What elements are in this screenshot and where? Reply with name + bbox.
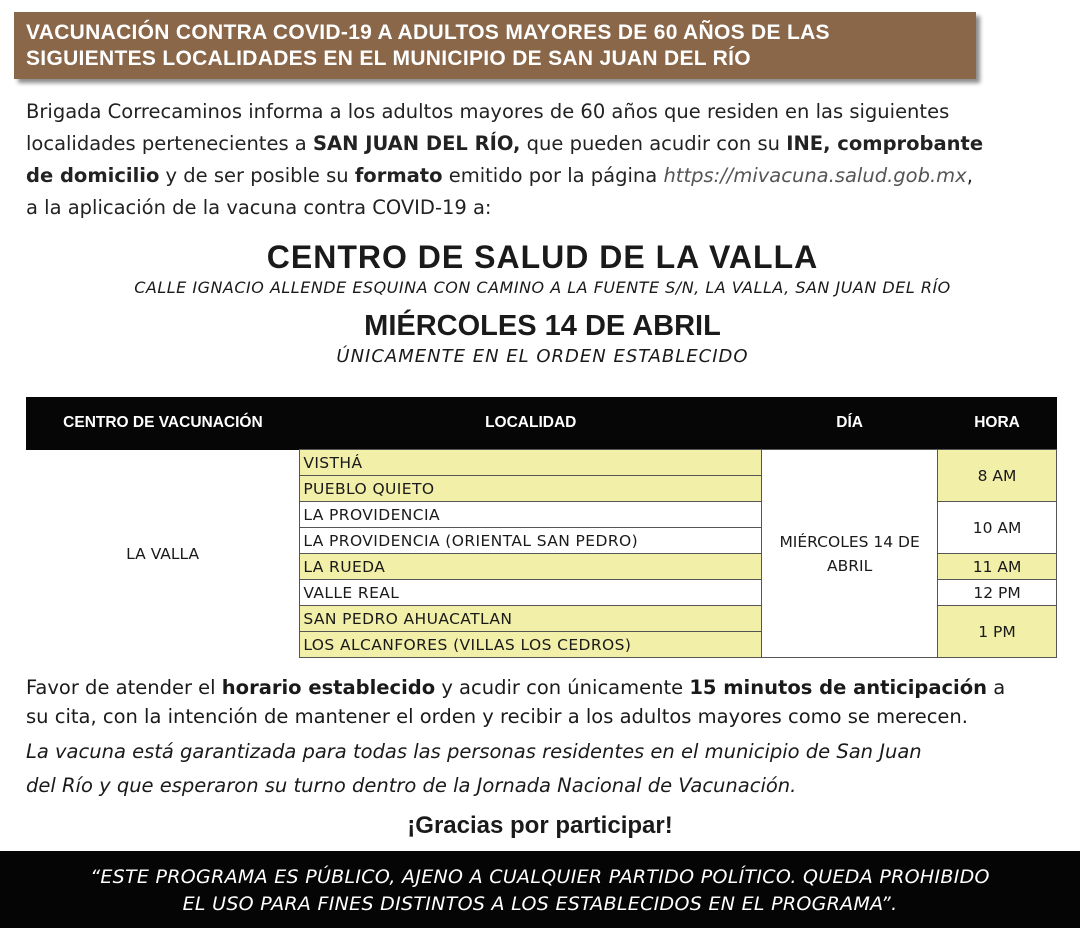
- requirement-ine: INE, comprobante: [786, 132, 984, 155]
- locality-cell: VALLE REAL: [300, 580, 762, 606]
- intro-line-2: [26, 128, 1061, 160]
- intro-text: y de ser posible su: [159, 164, 355, 187]
- table-row: [26, 450, 1057, 476]
- hour-cell: 1 PM: [938, 606, 1057, 658]
- schedule-emphasis: horario establecido: [221, 676, 436, 699]
- anticipation-emphasis: 15 minutos de anticipación: [689, 676, 988, 699]
- day-line-2: ABRIL: [827, 556, 873, 575]
- municipality-name: SAN JUAN DEL RÍO,: [312, 132, 521, 155]
- instructions-text: Favor de atender el: [26, 676, 222, 699]
- locality-cell: LA RUEDA: [300, 554, 762, 580]
- intro-text: localidades pertenecientes a: [26, 132, 313, 155]
- venue-name: CENTRO DE SALUD DE LA VALLA: [266, 239, 819, 275]
- hour-cell: 12 PM: [938, 580, 1057, 606]
- hour-cell: 8 AM: [938, 450, 1057, 502]
- order-note: ÚNICAMENTE EN EL ORDEN ESTABLECIDO: [336, 346, 749, 367]
- disclaimer-line-1: “ESTE PROGRAMA ES PÚBLICO, AJENO A CUALQUIER PARTIDO POLÍTICO. QUEDA PROHIBIDO: [90, 866, 990, 888]
- banner-line-1: VACUNACIÓN CONTRA COVID-19 A ADULTOS MAYORES DE 60 AÑOS DE LAS: [26, 21, 830, 44]
- instructions-line-2: su cita, con la intención de mantener el orden y recibir a los adultos mayores como se merecen.: [26, 705, 968, 728]
- column-header-hour: HORA: [938, 397, 1057, 450]
- locality-cell: LA PROVIDENCIA (ORIENTAL SAN PEDRO): [300, 528, 762, 554]
- day-line-1: MIÉRCOLES 14 DE: [779, 532, 920, 551]
- guarantee-line-1: La vacuna está garantizada para todas las personas residentes en el municipio de San Juan: [26, 740, 922, 763]
- instructions-text: a: [987, 676, 1006, 699]
- column-header-center: CENTRO DE VACUNACIÓN: [26, 397, 300, 450]
- instructions-line-1: [26, 673, 1066, 702]
- vaccination-center-cell: LA VALLA: [26, 450, 300, 658]
- venue-address: CALLE IGNACIO ALLENDE ESQUINA CON CAMINO A LA FUENTE S/N, LA VALLA, SAN JUAN DEL RÍO: [134, 278, 951, 297]
- intro-text: que pueden acudir con su: [520, 132, 787, 155]
- instructions-text: y acudir con únicamente: [435, 676, 690, 699]
- date-title: MIÉRCOLES 14 DE ABRIL: [364, 310, 721, 342]
- banner-line-2: SIGUIENTES LOCALIDADES EN EL MUNICIPIO DE SAN JUAN DEL RÍO: [26, 47, 751, 70]
- intro-line-4: a la aplicación de la vacuna contra COVID-19 a:: [26, 196, 492, 219]
- intro-text: emitido por la página: [442, 164, 664, 187]
- guarantee-note: [26, 735, 922, 803]
- intro-line-1: Brigada Correcaminos informa a los adultos mayores de 60 años que residen en las siguientes: [26, 100, 950, 123]
- table-header-row: [26, 397, 1057, 450]
- disclaimer-line-2: EL USO PARA FINES DISTINTOS A LOS ESTABLECIDOS EN EL PROGRAMA”.: [182, 893, 898, 915]
- intro-paragraph: [26, 96, 1061, 224]
- day-cell: [762, 450, 938, 658]
- title-banner: [14, 12, 976, 79]
- legal-disclaimer: [0, 851, 1080, 928]
- column-header-day: DÍA: [762, 397, 938, 450]
- intro-line-3: [26, 160, 1061, 192]
- thanks-message: ¡Gracias por participar!: [407, 812, 673, 839]
- intro-text: ,: [966, 164, 973, 187]
- locality-cell: VISTHÁ: [300, 450, 762, 476]
- column-header-locality: LOCALIDAD: [300, 397, 762, 450]
- locality-cell: LOS ALCANFORES (VILLAS LOS CEDROS): [300, 632, 762, 658]
- instructions-paragraph: [26, 673, 1066, 731]
- hour-cell: 11 AM: [938, 554, 1057, 580]
- locality-cell: PUEBLO QUIETO: [300, 476, 762, 502]
- requirement-address-proof: de domicilio: [26, 164, 160, 187]
- guarantee-line-2: del Río y que esperaron su turno dentro de la Jornada Nacional de Vacunación.: [26, 774, 797, 797]
- requirement-format: formato: [354, 164, 443, 187]
- locality-cell: LA PROVIDENCIA: [300, 502, 762, 528]
- locality-cell: SAN PEDRO AHUACATLAN: [300, 606, 762, 632]
- mivacuna-link[interactable]: https://mivacuna.salud.gob.mx: [663, 164, 967, 187]
- schedule-table: [26, 397, 1057, 658]
- hour-cell: 10 AM: [938, 502, 1057, 554]
